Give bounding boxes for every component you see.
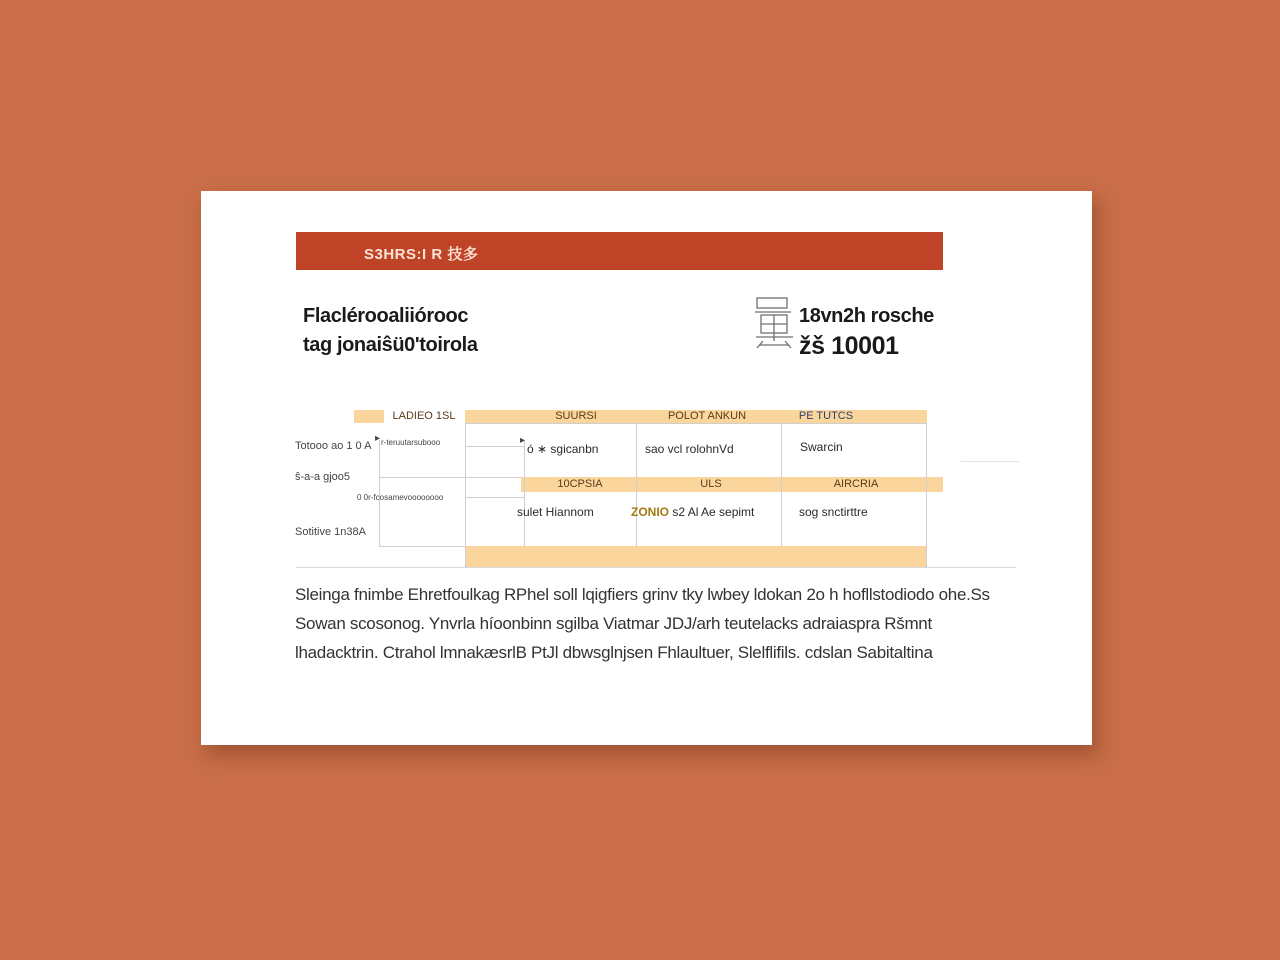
- grid-line: [465, 423, 927, 424]
- cell-text: s2 Al Ae sepimt: [672, 505, 755, 519]
- highlight-code: ZONIO: [631, 505, 669, 519]
- table-cell-r1-c1: ó ∗ sgicanbn: [527, 442, 599, 456]
- grid-line: [781, 423, 782, 546]
- row-label-1: Totooo ao 1 0 A: [295, 440, 372, 452]
- heading-line-1: Flaclérooaliiórooc: [303, 305, 469, 327]
- grid-line: [465, 423, 466, 567]
- grid-line: [379, 477, 521, 478]
- grid-line: [465, 497, 525, 498]
- reference-number: žš 10001: [799, 332, 899, 360]
- grid-line: [524, 440, 525, 546]
- connector-arrow-icon: ▸: [375, 433, 381, 444]
- row-label-3: Sotitive 1n38A: [295, 526, 366, 538]
- grid-line: [926, 423, 927, 567]
- grid-line: [296, 567, 1016, 568]
- document-card: [201, 191, 1092, 745]
- title-banner: [296, 232, 943, 270]
- table-footer-strip: [465, 546, 927, 567]
- grid-line: [379, 546, 465, 547]
- connector-arrow-icon: ▸: [520, 435, 526, 446]
- table-cell-r1-c3: Swarcin: [800, 440, 843, 454]
- reference-block: [799, 301, 934, 361]
- table-cell-r2-c1: sulet Hiannom: [517, 505, 594, 519]
- heading-line-2: tag jonaiŝü0'toirola: [303, 334, 478, 356]
- header-col-2: SUURSI: [555, 410, 597, 422]
- header-col-4: PE TUTCS: [798, 410, 854, 422]
- grid-line: [465, 446, 525, 447]
- document-heading: [303, 302, 478, 360]
- subheader-col-1: 10CPSIA: [557, 478, 603, 490]
- subheader-col-2: ULS: [700, 478, 722, 490]
- table-cell-r1-c2: sao vcl rolohnVd: [645, 442, 734, 456]
- subheader-col-3: AIRCRIA: [833, 478, 879, 490]
- table-header-strip-left: [354, 410, 384, 423]
- divider-rule: [961, 461, 1019, 462]
- reference-line-1: 18vn2h rosche: [799, 305, 934, 327]
- table-cell-r2-c2: [631, 505, 754, 519]
- table-cell-r2-c3: sog snctirttre: [799, 505, 868, 519]
- row-sublabel-1: r-teruutarsubooo: [381, 438, 441, 447]
- grid-line: [636, 423, 637, 546]
- banner-title: S3HRS:I R 技多: [364, 246, 479, 263]
- body-paragraph: Sleinga fnimbe Ehretfoulkag RPhel soll lqigfiers grinv tky lwbey ldokan 2o h hofllstodiodo ohe.Ss Sowan scosonog. Ynvrla híoonbinn sgilba Viatmar JDJ/arh teutelacks adraiaspra Ršmnt lhadacktrin. Ctrahol lmnakæsrlB PtJl dbwsglnjsen Fhlaultuer, Slelflifils. cdslan Sabitaltina: [295, 585, 990, 662]
- header-col-1: LADIEO 1SL: [392, 410, 456, 422]
- row-label-2: ŝ-a-a gjoo5: [295, 471, 351, 483]
- header-col-3: POLOT ANKUN: [667, 410, 747, 422]
- row-sublabel-2: 0 0r-fcosamevoooooooo: [357, 493, 444, 502]
- seal-emblem: [753, 295, 795, 351]
